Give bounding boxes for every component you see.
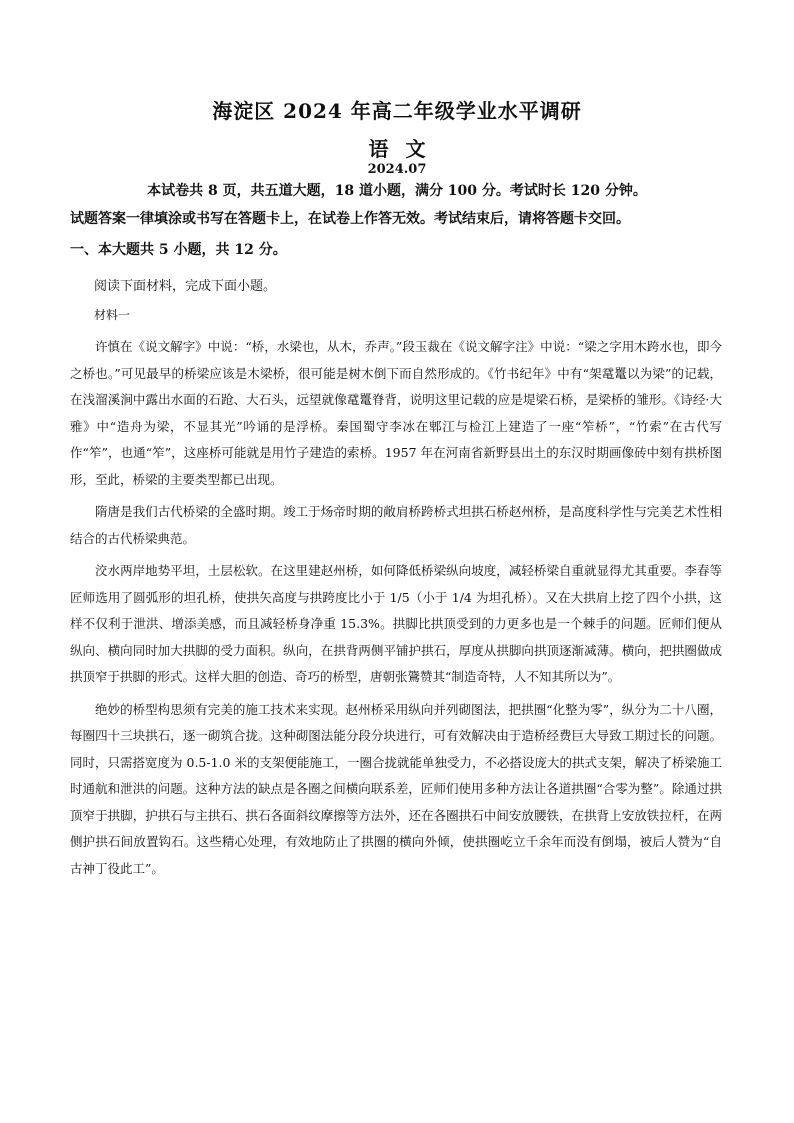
section-heading: 一、本大题共 5 小题，共 12 分。 — [70, 242, 287, 258]
material-body — [70, 334, 722, 888]
exam-date: 2024.07 — [367, 162, 427, 177]
answer-sheet-notice: 试题答案一律填涂或书写在答题卡上，在试卷上作答无效。考试结束后，请将答题卡交回。 — [70, 211, 630, 227]
paragraph: 洨水两岸地势平坦，土层松软。在这里建赵州桥，如何降低桥梁纵向坡度，减轻桥梁自重就显得尤其重要。李春等匠师选用了圆弧形的坦孔桥，使拱矢高度与拱跨度比小于 1/5（小于 1/4 为坦孔桥）。又在大拱肩上挖了四个小拱，这样不仅利于泄洪、增添美感，而且减轻桥身净重 15.3%。拱脚比拱顶受到的力更多也是一个棘手的问题。匠师们便从纵向、横向同时加大拱脚的受力面积。纵向，在拱背两侧平铺护拱石，厚度从拱脚向拱顶逐渐减薄。横向，把拱圈做成拱顶窄于拱脚的形式。这样大胆的创造、奇巧的桥型，唐朝张鷟赞其“制造奇特，人不知其所以为”。 — [70, 563, 722, 684]
paragraph: 绝妙的桥型构思须有完美的施工技术来实现。赵州桥采用纵向并列砌图法，把拱圈“化整为零”，纵分为二十八圈，每圈四十三块拱石，逐一砌筑合拢。这种砌图法能分段分块进行，可有效解决由于造桥经费巨大导致工期过长的问题。同时，只需搭宽度为 0.5-1.0 米的支架便能施工，一圈合拢就能单独受力，不必搭设庞大的拱式支架，解决了桥梁施工时通航和泄洪的问题。这种方法的缺点是各圈之间横向联系差，匠师们使用多种方法让各道拱圈“合零为整”。除通过拱顶窄于拱脚，护拱石与主拱石、拱石各面斜纹摩擦等方法外，还在各圈拱石中间安放腰铁，在拱背上安放铁拉杆，在两侧护拱石间放置钩石。这些精心处理，有效地防止了拱圈的横向外倾，使拱圈屹立千余年而没有倒塌，被后人赞为“自古神丁役此工”。 — [70, 701, 722, 876]
exam-title: 海淀区 2024 年高二年级学业水平调研 — [212, 99, 582, 123]
paragraph: 隋唐是我们古代桥梁的全盛时期。竣工于炀帝时期的敞肩桥跨桥式坦拱石桥赵州桥，是高度科学性与完美艺术性相结合的古代桥梁典范。 — [70, 504, 722, 546]
exam-info-notice: 本试卷共 8 页，共五道大题，18 道小题，满分 100 分。考试时长 120 分钟。 — [147, 183, 647, 199]
paragraph: 许慎在《说文解字》中说：“桥，水梁也，从木，乔声。”段玉裁在《说文解字注》中说：“梁之字用木跨水也，即今之桥也。”可见最早的桥梁应该是木梁桥，很可能是树木倒下而自然形成的。《竹书纪年》中有“架鼋鼍以为梁”的记载，在浅溜溪涧中露出水面的石跄、大石头，远望就像鼋鼍脊背，说明这里记载的应是堤梁石桥，是梁桥的雏形。《诗经·大雅》中“造舟为梁，不显其光”吟诵的是浮桥。秦国蜀守李冰在郫江与检江上建造了一座“笮桥”，“竹索”在古代写作“笮”，也通“笮”，这座桥可能就是用竹子建造的索桥。1957 年在河南省新野县出土的东汉时期画像砖中刻有拱桥图形，至此，桥梁的主要类型都已出现。 — [70, 339, 722, 487]
subject-title: 语 文 — [368, 137, 426, 161]
material-label: 材料一 — [94, 308, 131, 322]
reading-instruction: 阅读下面材料，完成下面小题。 — [94, 279, 277, 294]
